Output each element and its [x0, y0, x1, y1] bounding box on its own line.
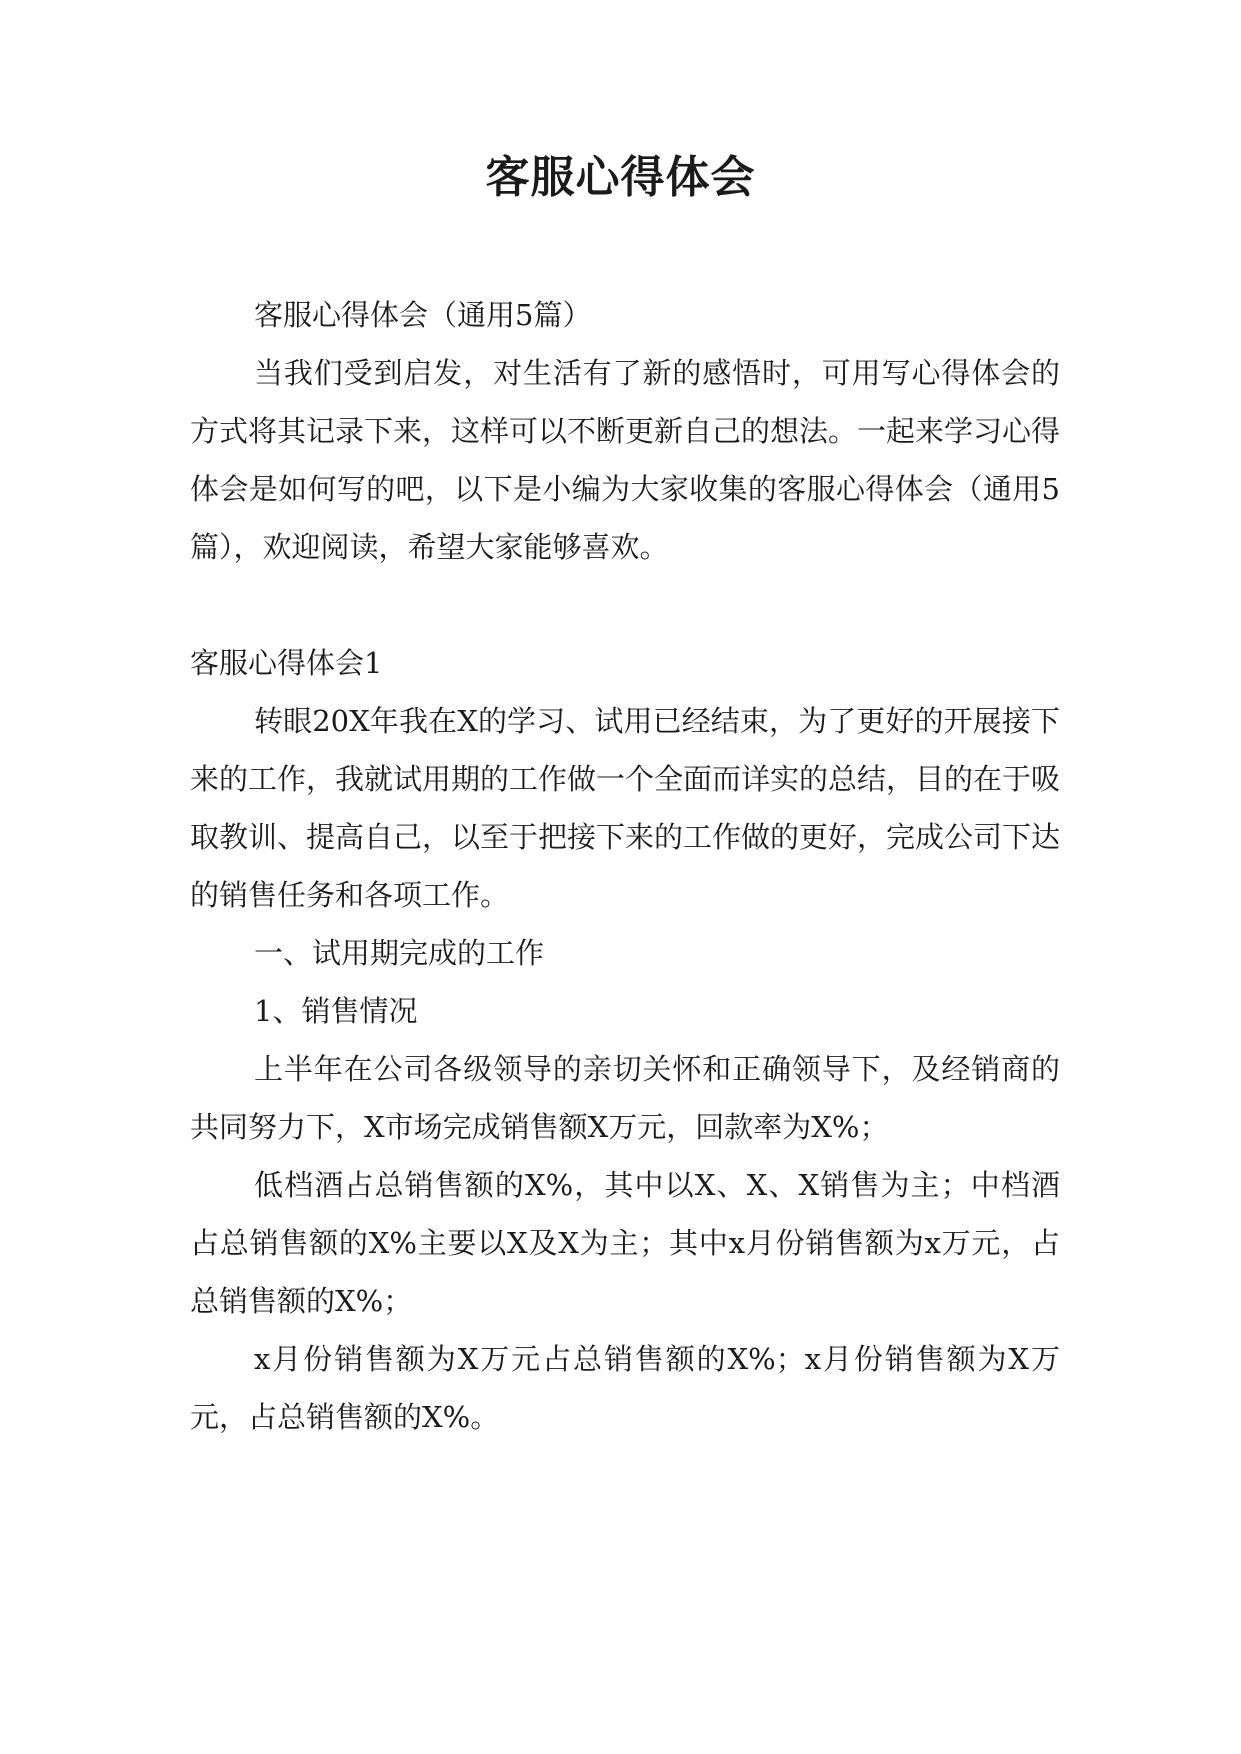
body-paragraph: 上半年在公司各级领导的亲切关怀和正确领导下，及经销商的共同努力下，X市场完成销售额X万元，回款率为X%；: [190, 1052, 1060, 1144]
body-paragraph: 低档酒占总销售额的X%，其中以X、X、X销售为主；中档酒占总销售额的X%主要以X及X为主；其中x月份销售额为x万元，占总销售额的X%；: [190, 1168, 1060, 1318]
intro-paragraph: 当我们受到启发，对生活有了新的感悟时，可用写心得体会的方式将其记录下来，这样可以不断更新自己的想法。一起来学习心得体会是如何写的吧，以下是小编为大家收集的客服心得体会（通用5篇），欢迎阅读，希望大家能够喜欢。: [190, 356, 1061, 564]
body-paragraph: x月份销售额为X万元占总销售额的X%；x月份销售额为X万元，占总销售额的X%。: [190, 1342, 1060, 1434]
subheading: 1、销售情况: [254, 994, 418, 1028]
subtitle-paragraph: 客服心得体会（通用5篇）: [254, 298, 592, 332]
document-title: 客服心得体会: [485, 152, 756, 203]
paragraph-spacer: [190, 576, 1060, 634]
document-body: [190, 286, 1060, 1446]
subheading: 一、试用期完成的工作: [254, 936, 545, 970]
body-paragraph: 转眼20X年我在X的学习、试用已经结束，为了更好的开展接下来的工作，我就试用期的工作做一个全面而详实的总结，目的在于吸取教训、提高自己，以至于把接下来的工作做的更好，完成公司下达的销售任务和各项工作。: [190, 704, 1061, 912]
section-heading: 客服心得体会1: [190, 646, 383, 680]
